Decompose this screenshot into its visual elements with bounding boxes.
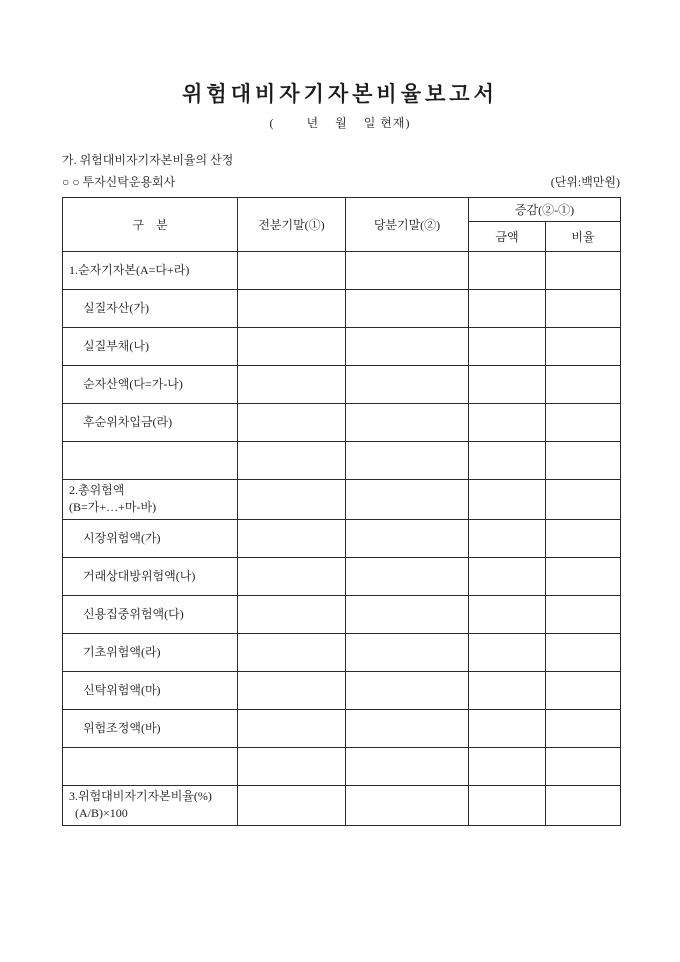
value-cell: [346, 404, 469, 442]
section-heading: 가. 위험대비자기자본비율의 산정: [62, 153, 234, 167]
value-cell: [469, 709, 546, 747]
value-cell: [238, 671, 346, 709]
row-label: 3.위험대비자기자본비율(%) (A/B)×100: [63, 785, 238, 825]
value-cell: [546, 404, 621, 442]
value-cell: [238, 519, 346, 557]
value-cell: [546, 633, 621, 671]
value-cell: [469, 557, 546, 595]
value-cell: [546, 747, 621, 785]
company-row: [62, 173, 620, 190]
value-cell: [546, 442, 621, 480]
value-cell: [469, 480, 546, 520]
row-label: 2.총위험액 (B=가+…+마-바): [63, 480, 238, 520]
value-cell: [469, 366, 546, 404]
header-current-quarter: 당분기말(②): [346, 198, 469, 252]
table-row: [63, 557, 621, 595]
value-cell: [346, 785, 469, 825]
row-label: 실질자산(가): [63, 290, 238, 328]
value-cell: [546, 595, 621, 633]
table-row: [63, 480, 621, 520]
value-cell: [238, 328, 346, 366]
value-cell: [238, 290, 346, 328]
row-label: 후순위차입금(라): [63, 404, 238, 442]
row-label: [63, 747, 238, 785]
table-row: [63, 404, 621, 442]
table-row: [63, 595, 621, 633]
value-cell: [238, 480, 346, 520]
row-label: 순자산액(다=가-나): [63, 366, 238, 404]
value-cell: [546, 785, 621, 825]
value-cell: [546, 366, 621, 404]
table-row: [63, 328, 621, 366]
row-label: 신탁위험액(마): [63, 671, 238, 709]
value-cell: [238, 709, 346, 747]
table-header: [63, 198, 621, 252]
value-cell: [238, 557, 346, 595]
value-cell: [238, 747, 346, 785]
value-cell: [469, 290, 546, 328]
value-cell: [469, 404, 546, 442]
value-cell: [469, 747, 546, 785]
row-label: 실질부채(나): [63, 328, 238, 366]
value-cell: [346, 671, 469, 709]
table-row: [63, 709, 621, 747]
table-row: [63, 290, 621, 328]
table-row: [63, 671, 621, 709]
value-cell: [469, 785, 546, 825]
header-gubun: 구 분: [63, 198, 238, 252]
value-cell: [238, 595, 346, 633]
value-cell: [469, 442, 546, 480]
header-row-1: [63, 198, 621, 222]
value-cell: [469, 671, 546, 709]
value-cell: [546, 328, 621, 366]
table-row: [63, 785, 621, 825]
value-cell: [346, 747, 469, 785]
row-label: 기초위험액(라): [63, 633, 238, 671]
value-cell: [546, 557, 621, 595]
value-cell: [469, 633, 546, 671]
value-cell: [546, 252, 621, 290]
value-cell: [546, 709, 621, 747]
report-title: 위험대비자기자본비율보고서: [182, 82, 498, 106]
value-cell: [546, 480, 621, 520]
value-cell: [346, 480, 469, 520]
row-label: 1.순자기자본(A=다+라): [63, 252, 238, 290]
value-cell: [238, 366, 346, 404]
value-cell: [469, 519, 546, 557]
header-ratio: 비율: [546, 222, 621, 252]
table-row: [63, 519, 621, 557]
value-cell: [469, 328, 546, 366]
value-cell: [346, 595, 469, 633]
value-cell: [238, 785, 346, 825]
report-date-line: ( 년 월 일 현재): [269, 116, 411, 130]
row-label: 시장위험액(가): [63, 519, 238, 557]
row-label: 거래상대방위험액(나): [63, 557, 238, 595]
value-cell: [346, 442, 469, 480]
value-cell: [346, 709, 469, 747]
value-cell: [546, 519, 621, 557]
value-cell: [238, 404, 346, 442]
value-cell: [238, 633, 346, 671]
value-cell: [346, 557, 469, 595]
header-change: 증감(②-①): [469, 198, 621, 222]
value-cell: [469, 252, 546, 290]
table-body: [63, 252, 621, 826]
table-row: [63, 366, 621, 404]
table-row: [63, 252, 621, 290]
row-label: 위험조정액(바): [63, 709, 238, 747]
header-amount: 금액: [469, 222, 546, 252]
row-label: [63, 442, 238, 480]
value-cell: [546, 290, 621, 328]
header-prev-quarter: 전분기말(①): [238, 198, 346, 252]
value-cell: [238, 252, 346, 290]
row-label: 신용집중위험액(다): [63, 595, 238, 633]
table-row: [63, 747, 621, 785]
value-cell: [346, 252, 469, 290]
value-cell: [346, 633, 469, 671]
unit-label: (단위:백만원): [550, 175, 620, 189]
value-cell: [346, 519, 469, 557]
value-cell: [346, 290, 469, 328]
value-cell: [469, 595, 546, 633]
value-cell: [346, 328, 469, 366]
value-cell: [238, 442, 346, 480]
report-table: [62, 197, 621, 826]
table-row: [63, 442, 621, 480]
value-cell: [346, 366, 469, 404]
value-cell: [546, 671, 621, 709]
table-row: [63, 633, 621, 671]
company-name: ○ ○ 투자신탁운용회사: [62, 175, 176, 189]
